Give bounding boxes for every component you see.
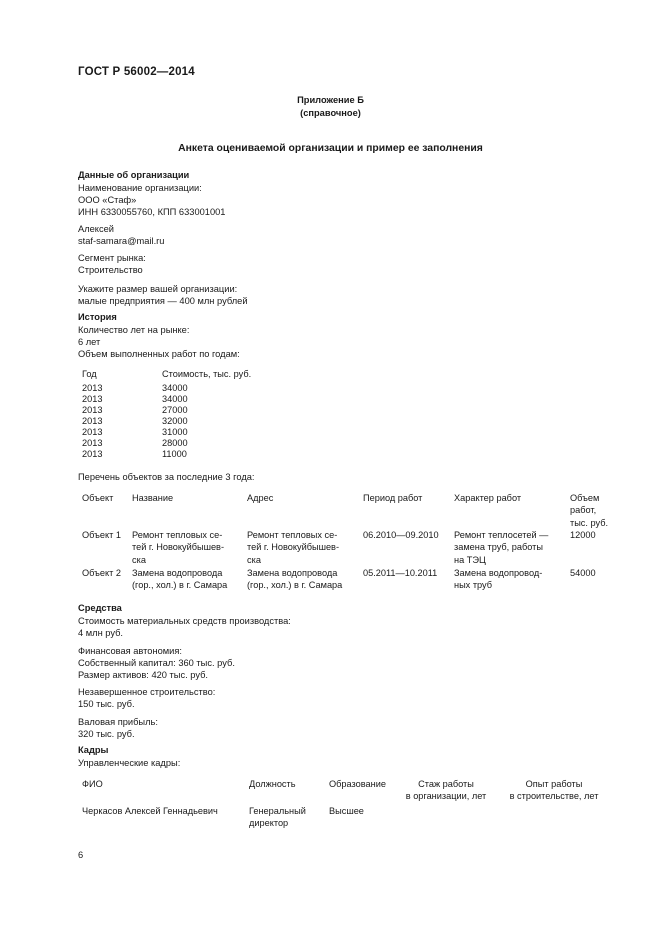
objects-header-period: Период работ — [363, 493, 423, 503]
page-number: 6 — [78, 850, 84, 860]
volume-header-year: Год — [82, 369, 97, 379]
segment-value: Строительство — [78, 265, 143, 275]
volume-row-cost: 34000 — [162, 383, 188, 393]
equity-line: Собственный капитал: 360 тыс. руб. — [78, 658, 235, 668]
objects-row-period: 05.2011—10.2011 — [363, 568, 438, 578]
org-name-value: ООО «Стаф» — [78, 195, 137, 205]
mgmt-label: Управленческие кадры: — [78, 758, 181, 768]
org-inn-line: ИНН 6330055760, КПП 633001001 — [78, 207, 226, 217]
document-title: Анкета оцениваемой организации и пример ее заполнения — [178, 143, 483, 154]
volume-row-year: 2013 — [82, 394, 103, 404]
section-organization: Данные об организации — [78, 170, 190, 180]
objects-header-volume: Объем работ, тыс. руб. — [570, 493, 609, 528]
volume-row-year: 2013 — [82, 383, 103, 393]
objects-row-volume: 12000 — [570, 530, 596, 540]
objects-label: Перечень объектов за последние 3 года: — [78, 472, 255, 482]
profit-value: 320 тыс. руб. — [78, 729, 135, 739]
objects-header-name: Название — [132, 493, 174, 503]
volume-header-cost: Стоимость, тыс. руб. — [162, 369, 252, 379]
objects-row-object: Объект 1 — [82, 530, 121, 540]
objects-header-nature: Характер работ — [454, 493, 522, 503]
objects-row-name: Замена водопровода (гор., хол.) в г. Самара — [132, 568, 228, 591]
staff-row-name: Черкасов Алексей Геннадьевич — [82, 806, 218, 816]
volume-label: Объем выполненных работ по годам: — [78, 349, 240, 359]
segment-label: Сегмент рынка: — [78, 253, 146, 263]
contact-email: staf-samara@mail.ru — [78, 236, 165, 246]
volume-row-year: 2013 — [82, 449, 103, 459]
years-value: 6 лет — [78, 337, 101, 347]
objects-row-volume: 54000 — [570, 568, 596, 578]
standard-code: ГОСТ Р 56002—2014 — [78, 66, 195, 78]
section-history: История — [78, 312, 117, 322]
objects-row-nature: Замена водопровод- ных труб — [454, 568, 543, 591]
objects-row-name: Ремонт тепловых се- тей г. Новокуйбышев- ска — [132, 530, 224, 565]
volume-row-cost: 34000 — [162, 394, 188, 404]
staff-row-education: Высшее — [329, 806, 364, 816]
staff-row-position: Генеральный директор — [249, 806, 306, 829]
staff-header-position: Должность — [249, 779, 296, 789]
size-value: малые предприятия — 400 млн рублей — [78, 296, 248, 306]
objects-header-address: Адрес — [247, 493, 274, 503]
contact-name: Алексей — [78, 224, 114, 234]
objects-row-period: 06.2010—09.2010 — [363, 530, 439, 540]
volume-row-year: 2013 — [82, 416, 103, 426]
volume-row-cost: 32000 — [162, 416, 188, 426]
staff-header-tenure: Стаж работы в организации, лет — [405, 779, 487, 802]
staff-header-experience: Опыт работы в строительстве, лет — [509, 779, 599, 802]
volume-row-cost: 28000 — [162, 438, 188, 448]
volume-row-cost: 11000 — [162, 449, 187, 459]
staff-header-name: ФИО — [82, 779, 103, 789]
annex-subtitle: (справочное) — [300, 108, 361, 118]
material-value: 4 млн руб. — [78, 628, 124, 638]
objects-row-nature: Ремонт теплосетей — замена труб, работы на ТЭЦ — [454, 530, 549, 565]
assets-line: Размер активов: 420 тыс. руб. — [78, 670, 209, 680]
volume-row-year: 2013 — [82, 438, 103, 448]
org-name-label: Наименование организации: — [78, 183, 202, 193]
annex-title: Приложение Б — [297, 95, 364, 105]
autonomy-label: Финансовая автономия: — [78, 646, 182, 656]
construction-label: Незавершенное строительство: — [78, 687, 216, 697]
objects-row-address: Ремонт тепловых се- тей г. Новокуйбышев- ска — [247, 530, 339, 565]
section-staff: Кадры — [78, 745, 109, 755]
material-label: Стоимость материальных средств производства: — [78, 616, 291, 626]
objects-row-address: Замена водопровода (гор., хол.) в г. Самара — [247, 568, 343, 591]
objects-row-object: Объект 2 — [82, 568, 121, 578]
years-label: Количество лет на рынке: — [78, 325, 190, 335]
objects-header-object: Объект — [82, 493, 114, 503]
profit-label: Валовая прибыль: — [78, 717, 158, 727]
volume-row-year: 2013 — [82, 405, 103, 415]
staff-header-education: Образование — [329, 779, 386, 789]
section-assets: Средства — [78, 603, 122, 613]
volume-row-year: 2013 — [82, 427, 103, 437]
size-label: Укажите размер вашей организации: — [78, 284, 238, 294]
construction-value: 150 тыс. руб. — [78, 699, 135, 709]
volume-row-cost: 27000 — [162, 405, 188, 415]
volume-row-cost: 31000 — [162, 427, 188, 437]
